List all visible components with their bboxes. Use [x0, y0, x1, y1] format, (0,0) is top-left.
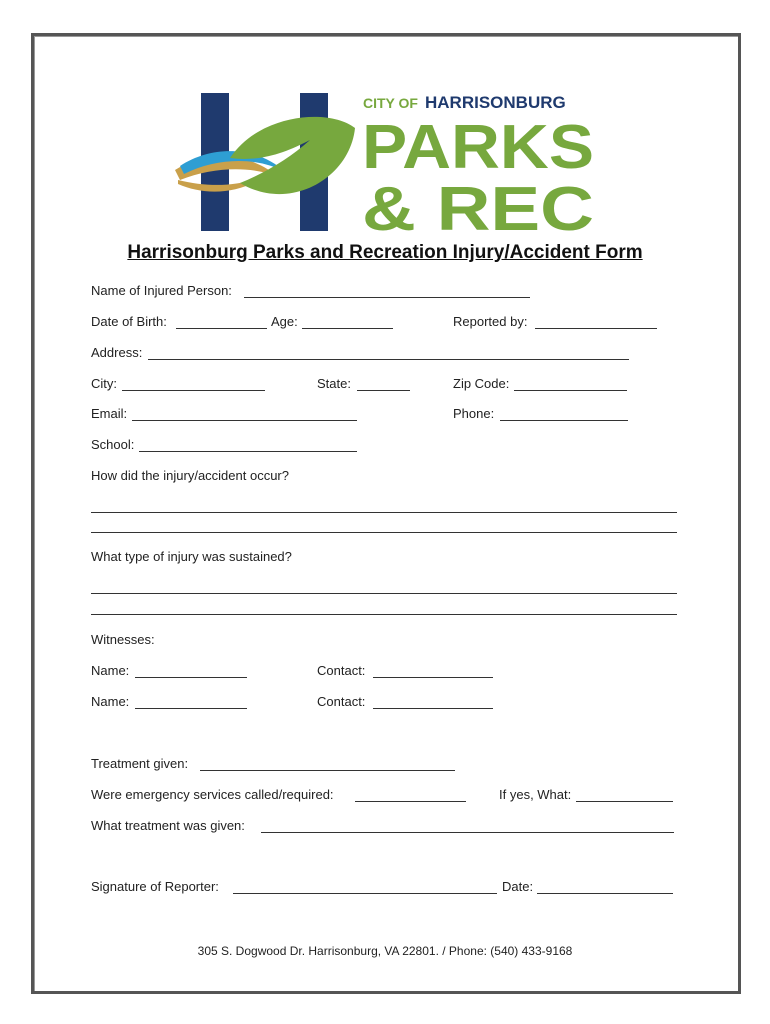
what-treatment-label: What treatment was given:	[91, 818, 245, 833]
reported-by-field[interactable]	[535, 328, 657, 329]
signature-field[interactable]	[233, 893, 497, 894]
injury-type-line-2[interactable]	[91, 614, 677, 615]
how-occur-line-1[interactable]	[91, 512, 677, 513]
injured-name-field[interactable]	[244, 297, 530, 298]
emergency-label: Were emergency services called/required:	[91, 787, 334, 802]
zip-label: Zip Code:	[453, 376, 510, 391]
address-label: Address:	[91, 345, 143, 360]
dob-field[interactable]	[176, 328, 267, 329]
witness-contact-1-field[interactable]	[373, 677, 493, 678]
witness-name-2-label: Name:	[91, 694, 130, 709]
reported-by-label: Reported by:	[453, 314, 528, 329]
witness-contact-2-label: Contact:	[317, 694, 366, 709]
form-title: Harrisonburg Parks and Recreation Injury/Accident Form	[127, 242, 643, 263]
witness-contact-2-field[interactable]	[373, 708, 493, 709]
email-label: Email:	[91, 406, 128, 421]
treatment-given-field[interactable]	[200, 770, 455, 771]
state-field[interactable]	[357, 390, 410, 391]
footer-address: 305 S. Dogwood Dr. Harrisonburg, VA 22801. / Phone: (540) 433-9168	[197, 944, 573, 958]
how-occur-label: How did the injury/accident occur?	[91, 468, 289, 483]
state-label: State:	[317, 376, 351, 391]
age-label: Age:	[271, 314, 298, 329]
phone-label: Phone:	[453, 406, 495, 421]
dob-label: Date of Birth:	[91, 314, 167, 329]
logo-city-of: CITY OF	[363, 95, 418, 111]
what-treatment-field[interactable]	[261, 832, 674, 833]
witness-name-2-field[interactable]	[135, 708, 247, 709]
if-yes-label: If yes, What:	[499, 787, 572, 802]
witnesses-label: Witnesses:	[91, 632, 155, 647]
date-field[interactable]	[537, 893, 673, 894]
age-field[interactable]	[302, 328, 393, 329]
how-occur-line-2[interactable]	[91, 532, 677, 533]
injured-name-label: Name of Injured Person:	[91, 283, 232, 298]
city-label: City:	[91, 376, 117, 391]
parks-rec-logo	[170, 88, 610, 238]
logo-leaf-shape	[230, 117, 355, 194]
if-yes-field[interactable]	[576, 801, 673, 802]
logo-parks: PARKS	[362, 113, 594, 182]
school-label: School:	[91, 437, 135, 452]
witness-contact-1-label: Contact:	[317, 663, 366, 678]
school-field[interactable]	[139, 451, 357, 452]
logo-graphic	[170, 88, 610, 238]
logo-harrisonburg: HARRISONBURG	[425, 93, 566, 112]
phone-field[interactable]	[500, 420, 628, 421]
treatment-given-label: Treatment given:	[91, 756, 189, 771]
city-field[interactable]	[122, 390, 265, 391]
emergency-field[interactable]	[355, 801, 466, 802]
date-label: Date:	[502, 879, 534, 894]
witness-name-1-label: Name:	[91, 663, 130, 678]
witness-name-1-field[interactable]	[135, 677, 247, 678]
injury-type-line-1[interactable]	[91, 593, 677, 594]
logo-rec: & REC	[362, 175, 594, 238]
zip-field[interactable]	[514, 390, 627, 391]
address-field[interactable]	[148, 359, 629, 360]
injury-type-label: What type of injury was sustained?	[91, 549, 292, 564]
signature-label: Signature of Reporter:	[91, 879, 219, 894]
email-field[interactable]	[132, 420, 357, 421]
